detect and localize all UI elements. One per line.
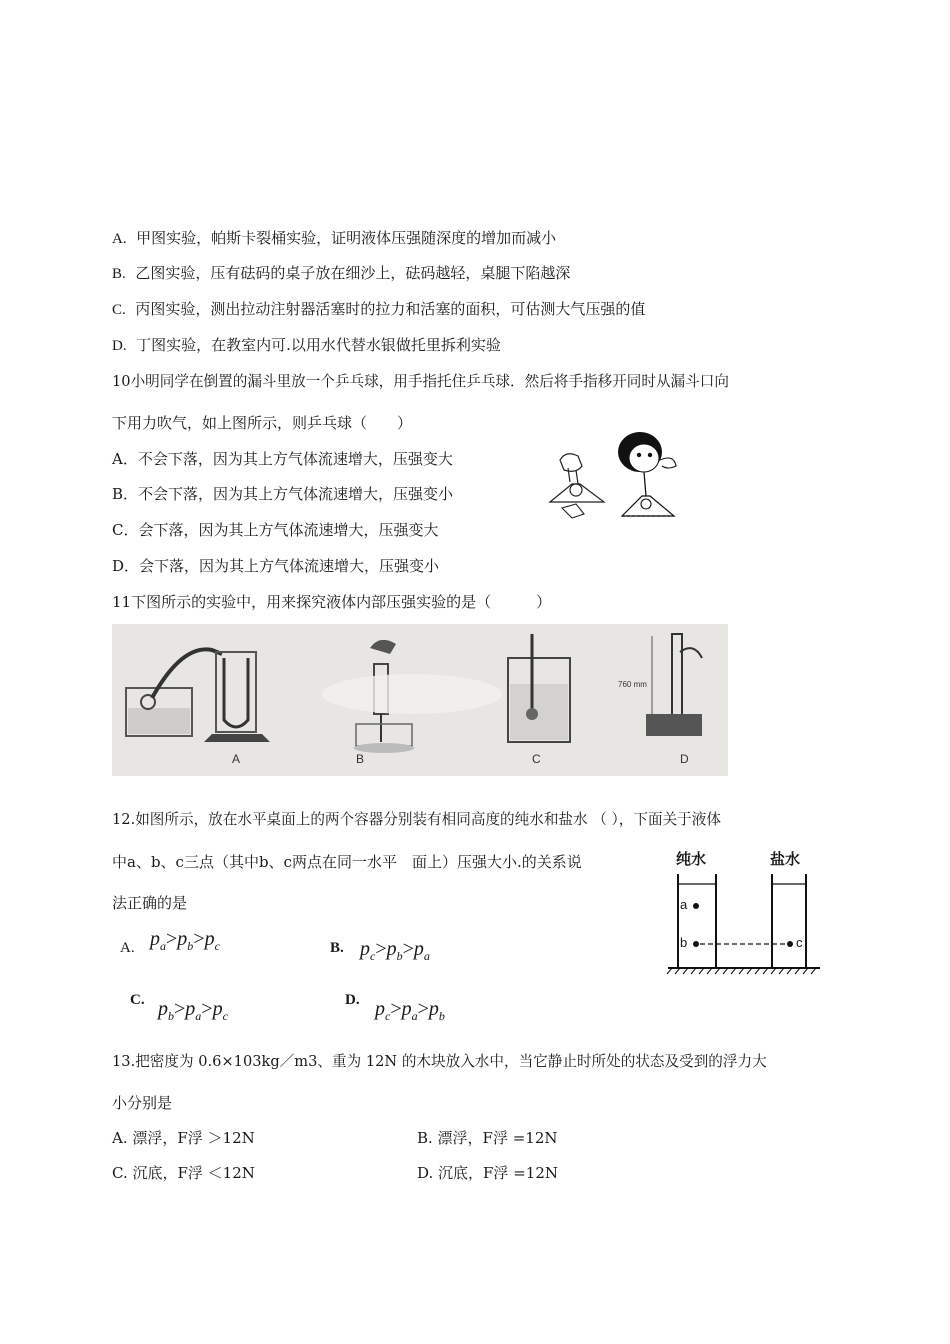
q11-label-d: D — [680, 752, 689, 766]
q12-option-a-label: A. — [120, 940, 135, 956]
q13-option-d: D. 沉底，F浮 =12N — [417, 1164, 558, 1182]
q11-figure-text: 760 mm — [618, 680, 647, 689]
q12-stem-line2: 中a、b、c三点（其中b、c两点在同一水平 面上）压强大小.的关系说 — [112, 853, 582, 871]
q12-stem-line1: 12.如图所示，放在水平桌面上的两个容器分别装有相同高度的纯水和盐水 （ ），下面关于液体 — [112, 811, 721, 828]
q12-container-figure — [664, 846, 834, 978]
q13-option-c: C. 沉底，F浮 ＜12N — [112, 1164, 255, 1182]
q12-point-c-label: c — [796, 935, 803, 950]
q12-option-c-label: C. — [130, 992, 145, 1008]
q9-option-d: D. 丁图实验，在教室内可.以用水代替水银做托里拆利实验 — [112, 336, 501, 354]
q12-option-a-expr: $p_a>p_b>p_c$ — [150, 928, 220, 953]
q12-point-b-label: b — [680, 935, 688, 950]
q13-stem-line1: 13.把密度为 0.6×103kg／m3、重为 12N 的木块放入水中，当它静止时所处的状态及受到的浮力大 — [112, 1053, 767, 1070]
q12-stem-line3: 法正确的是 — [112, 894, 188, 912]
q10-option-a: A．不会下落，因为其上方气体流速增大，压强变大 — [112, 450, 453, 468]
q12-option-c-expr: $p_b>p_a>p_c$ — [158, 998, 228, 1023]
q11-experiment-photo — [112, 624, 728, 776]
q12-option-d-label: D. — [345, 992, 360, 1008]
q13-stem-line2: 小分别是 — [112, 1094, 173, 1112]
q12-option-d-expr: $p_c>p_a>p_b$ — [375, 998, 445, 1023]
q13-option-b: B. 漂浮，F浮 =12N — [417, 1129, 558, 1147]
q9-option-c: C. 丙图实验，测出拉动注射器活塞时的拉力和活塞的面积，可估测大气压强的值 — [112, 300, 646, 318]
q12-option-b-expr: $p_c>p_b>p_a$ — [360, 938, 430, 963]
q10-stem-line1: 10小明同学在倒置的漏斗里放一个乒乓球，用手指托住乒乓球．然后将手指移开同时从漏斗口向 — [112, 373, 729, 390]
q12-point-a-label: a — [680, 897, 688, 912]
q11-label-b: B — [356, 752, 365, 766]
q11-experiments-figure — [112, 624, 728, 776]
q11-label-a: A — [232, 752, 241, 766]
q12-option-b-label: B. — [330, 940, 344, 956]
q9-option-a: A. 甲图实验，帕斯卡裂桶实验，证明液体压强随深度的增加而减小 — [112, 229, 557, 247]
q9-option-b: B. 乙图实验，压有砝码的桌子放在细沙上，砝码越轻，桌腿下陷越深 — [112, 264, 571, 282]
q10-option-c: C．会下落，因为其上方气体流速增大，压强变大 — [112, 521, 439, 539]
q12-label-salt-water: 盐水 — [770, 850, 801, 868]
q10-stem-line2: 下用力吹气，如上图所示，则乒乓球（ ） — [112, 414, 413, 432]
funnel-blowing-figure — [540, 430, 700, 530]
q12-label-pure-water: 纯水 — [676, 850, 707, 868]
q11-label-c: C — [532, 752, 541, 766]
q10-option-b: B．不会下落，因为其上方气体流速增大，压强变小 — [112, 485, 454, 503]
q10-option-d: D．会下落，因为其上方气体流速增大，压强变小 — [112, 557, 440, 575]
q11-stem: 11下图所示的实验中，用来探究液体内部压强实验的是（ ） — [112, 593, 552, 611]
q13-option-a: A. 漂浮，F浮 ＞12N — [112, 1129, 255, 1147]
